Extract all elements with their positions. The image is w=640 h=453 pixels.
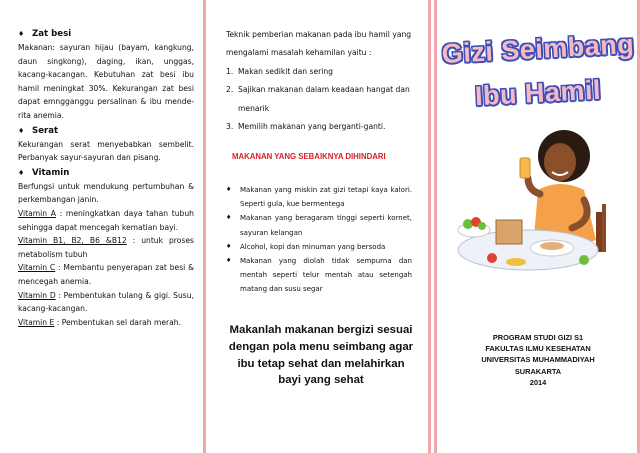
list-item: 1. Makan sedikit dan sering [226,66,333,76]
diamond-bullet-icon: ♦ [18,126,25,135]
slogan: Makanlah makanan bergizi sesuai dengan pola menu seimbang agar ibu tetap sehat dan melahirkan bayi yang sehat [228,324,414,387]
nutrient-list [18,26,194,329]
zat-besi-text: Makanan: sayuran hijau (bayam, kangkung, daun singkong), daging, ikan, unggas, kacang-kacangan. Kebutuhan zat besi ibu hamil meningkat 30%. Kekurangan zat besi dapat emngganggu persalinan & ibu mende-rita anemia. [18,43,194,120]
vitamin-item: Vitamin E : Pembentukan sel darah merah. [18,317,182,327]
diamond-bullet-icon: ♦ [226,257,232,265]
institution-footer: PROGRAM STUDI GIZI S1 FAKULTAS ILMU KESEHATAN UNIVERSITAS MUHAMMADIYAH SURAKARTA 2014 [481,333,595,387]
title-line-1: Gizi Seimbang [441,28,635,70]
list-item: ♦ Makanan yang diolah tidak sempurna dan mentah seperti telur mentah atau setengah matang dan susu segar [226,254,412,297]
list-item: ♦ Alcohol, kopi dan minuman yang bersoda [226,240,412,254]
section-heading-vitamin: ♦ Vitamin [18,167,70,178]
technique-intro: Teknik pemberian makanan pada ibu hamil yang mengalami masalah kehamilan yaitu : [226,30,412,58]
vitamin-item: Vitamin A : meningkatkan daya tahan tubuh sehingga dapat mencegah kematian bayi. [18,208,194,232]
list-item: ♦ Makanan yang miskin zat gizi tetapi kaya kalori. Seperti gula, kue bermentega [226,183,412,211]
section-heading-zat-besi: ♦ Zat besi [18,29,72,39]
feeding-technique [226,26,416,136]
section-heading-serat: ♦ Serat [18,125,59,136]
avoid-foods-list [226,183,412,297]
vitamin-item: Vitamin D : Pembentukan tulang & gigi. Susu, kacang-kacangan. [18,290,194,314]
vitamin-item: Vitamin C : Membantu penyerapan zat besi & mencegah anemia. [18,263,194,286]
vitamin-text: Berfungsi untuk mendukung pertumbuhan & perkembangan janin. [18,181,194,205]
list-item: ♦ Makanan yang beragaram tinggi seperti kornet, sayuran kelangan [226,211,412,239]
vitamin-item: Vitamin B1, B2, B6 &B12 : untuk proses metabolism tubuh [18,236,194,259]
diamond-bullet-icon: ♦ [18,30,25,38]
title-line-2: Ibu Hamil [474,74,602,112]
pregnant-woman-eating-illustration [456,120,626,280]
list-item: 2. Sajikan makanan dalam keadaan hangat dan menarik [226,85,410,113]
avoid-foods-heading: MAKANAN YANG SEBAIKNYA DIHINDARI [232,152,386,161]
diamond-bullet-icon: ♦ [226,186,232,193]
serat-text: Kekurangan serat menyebabkan sembelit. Perbanyak sayur-sayuran dan pisang. [18,139,194,163]
technique-list [226,63,416,137]
diamond-bullet-icon: ♦ [18,168,25,177]
diamond-bullet-icon: ♦ [226,214,232,222]
diamond-bullet-icon: ♦ [226,242,232,250]
list-item: 3. Memilih makanan yang berganti-ganti. [226,122,386,132]
